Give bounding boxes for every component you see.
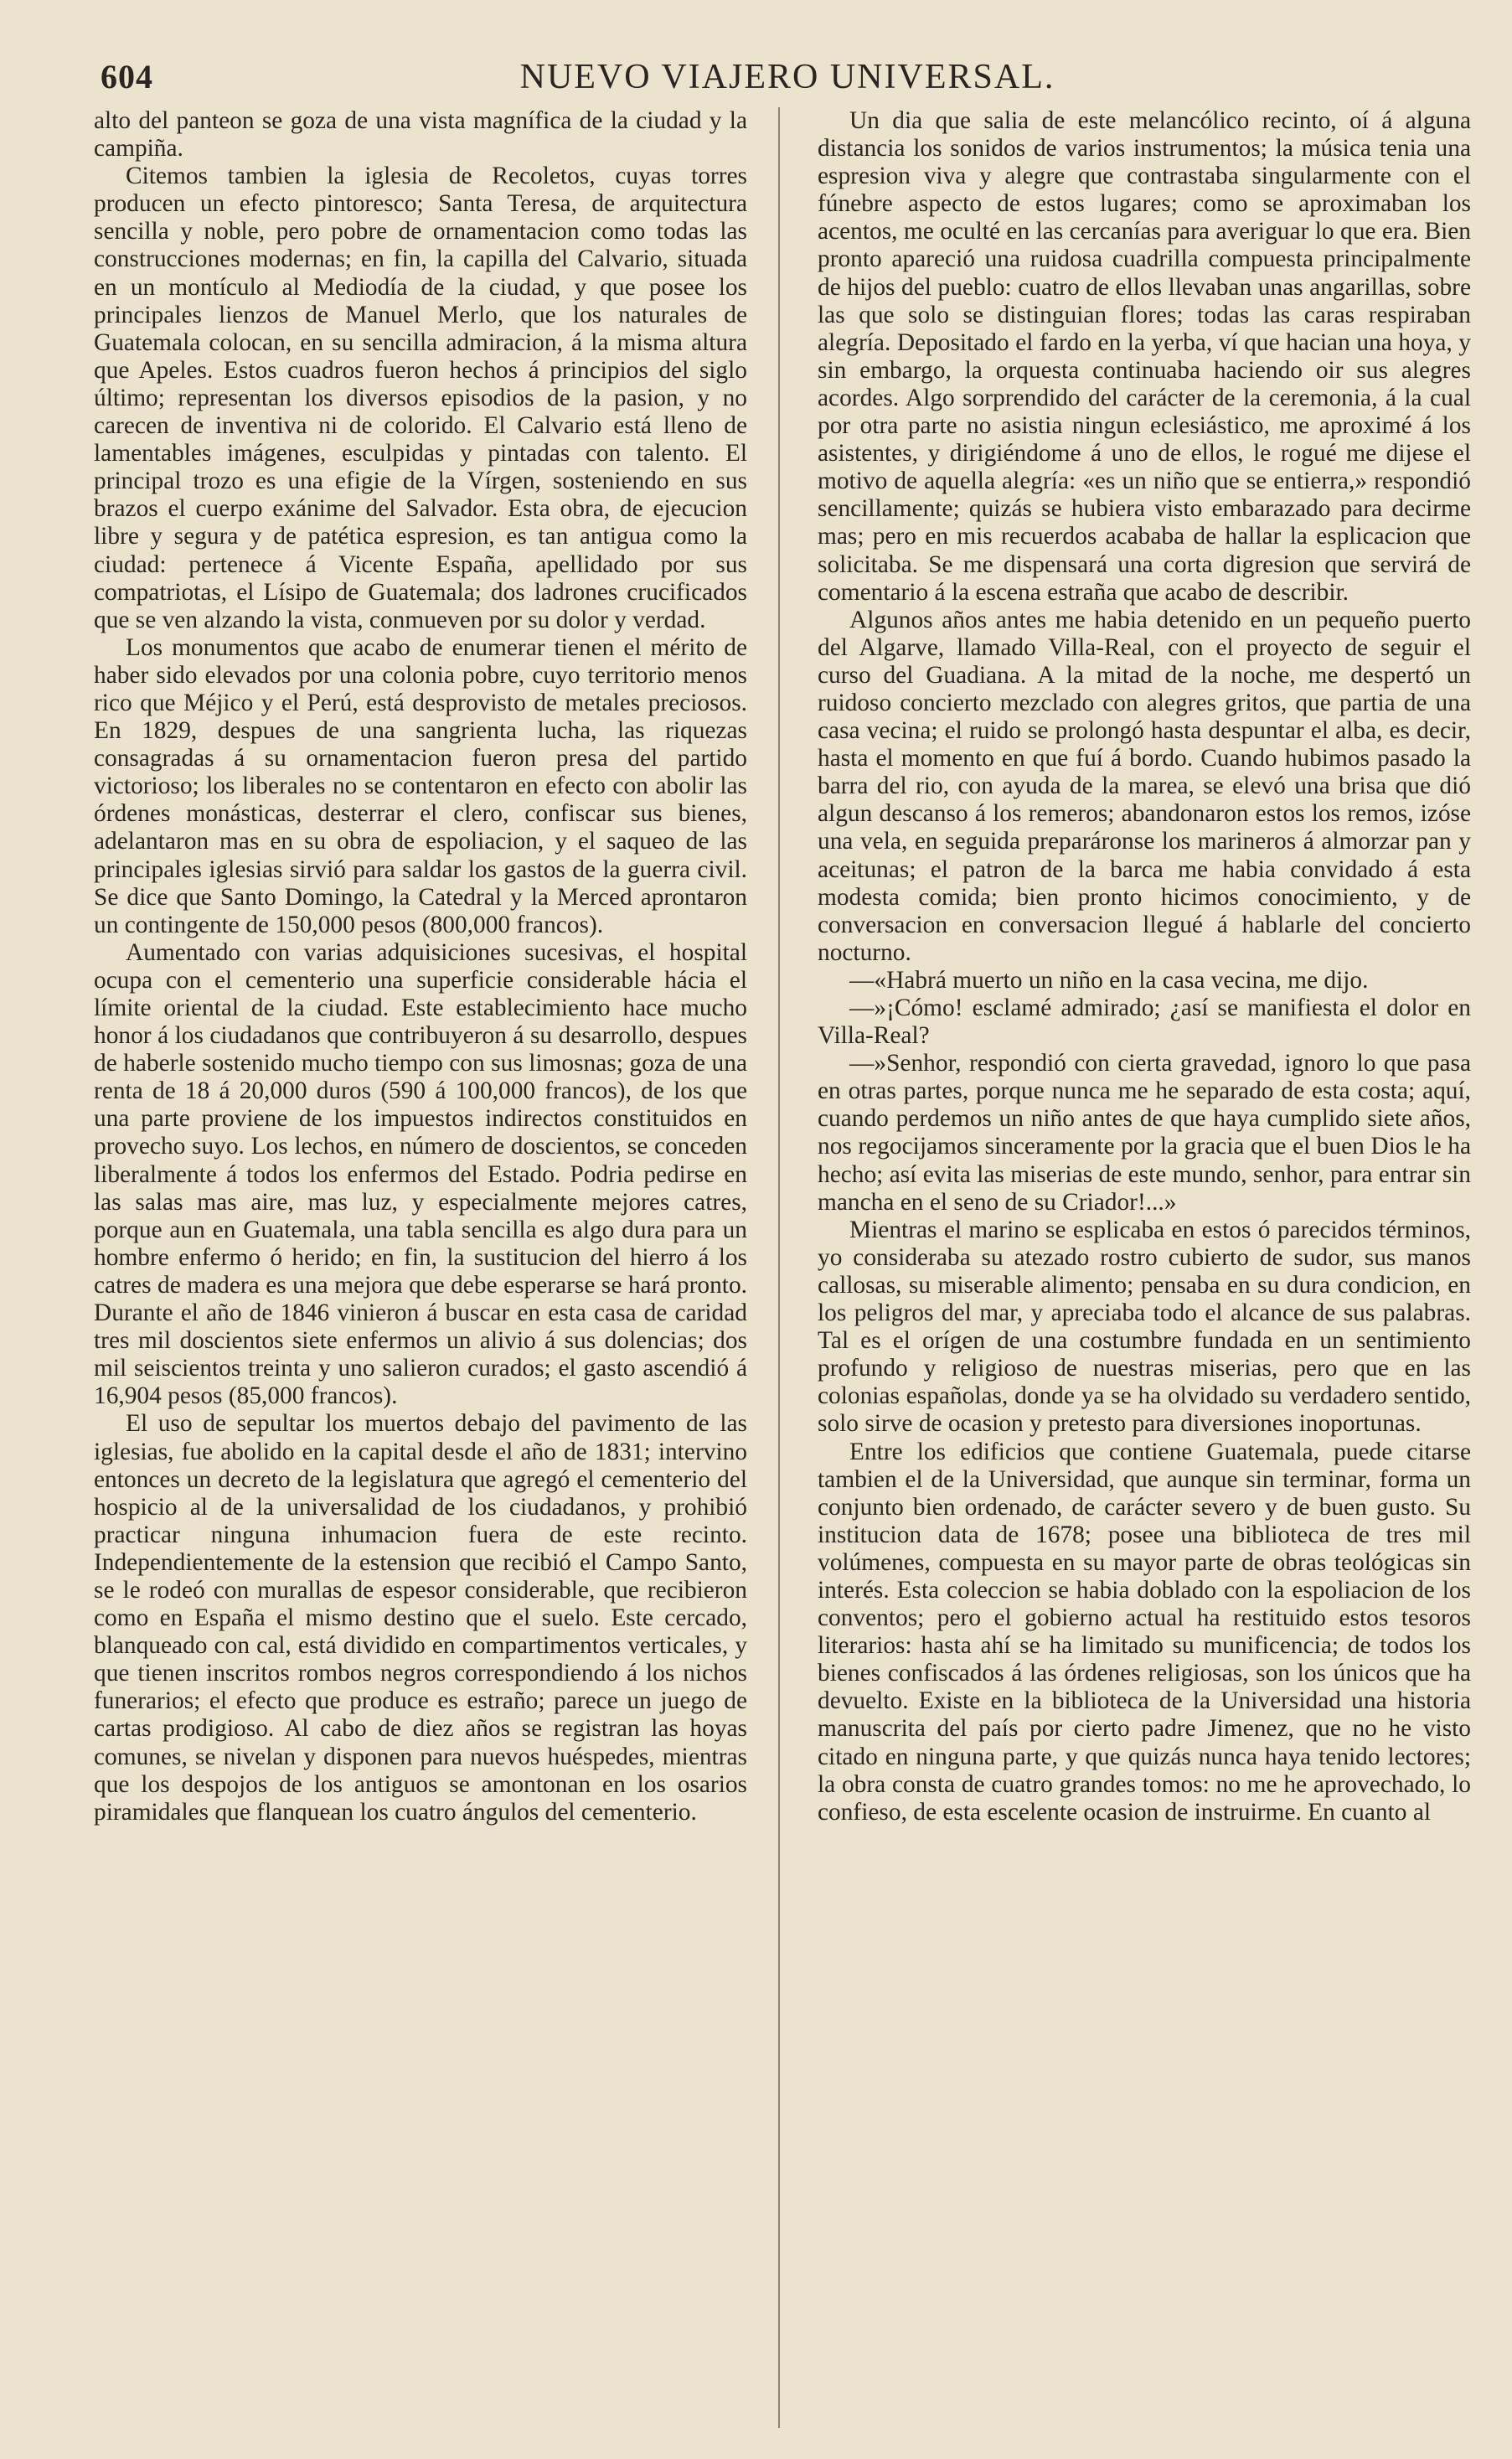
- column-divider: [778, 107, 780, 2428]
- paragraph: alto del panteon se goza de una vista magnífica de la ciudad y la campiña.: [94, 107, 747, 163]
- paragraph: Aumentado con varias adquisiciones sucesivas, el hospital ocupa con el cementerio una superficie considerable hácia el límite oriental de la ciudad. Este establecimiento hace mucho honor á los ciudadanos que contribuyeron á su desarrollo, despues de haberle sostenido mucho tiempo con sus limosnas; goza de una renta de 18 á 20,000 duros (590 á 100,000 francos), de los que una parte proviene de los impuestos indirectos constituidos en provecho suyo. Los lechos, en número de doscientos, se conceden liberalmente á todos los enfermos del Estado. Podria pedirse en las salas mas aire, mas luz, y especialmente mejores catres, porque aun en Guatemala, una tabla sencilla es algo dura para un hombre enfermo ó herido; en fin, la sustitucion del hierro á los catres de madera es una mejora que debe esperarse se hará pronto. Durante el año de 1846 vinieron á buscar en esta casa de caridad tres mil doscientos siete enfermos un alivio á sus dolencias; dos mil seiscientos treinta y uno salieron curados; el gasto ascendió á 16,904 pesos (85,000 francos).: [94, 938, 747, 1410]
- paragraph: Los monumentos que acabo de enumerar tienen el mérito de haber sido elevados por una colonia pobre, cuyo territorio menos rico que Méjico y el Perú, está desprovisto de metales preciosos. En 1829, despues de una sangrienta lucha, las riquezas consagradas á su ornamentacion fueron presa del partido victorioso; los liberales no se contentaron en efecto con abolir las órdenes monásticas, desterrar el clero, confiscar sus bienes, adelantaron mas en su obra de espoliacion, y el saqueo de las principales iglesias sirvió para saldar los gastos de la guerra civil. Se dice que Santo Domingo, la Catedral y la Merced aprontaron un contingente de 150,000 pesos (800,000 francos).: [94, 633, 747, 938]
- running-title: NUEVO VIAJERO UNIVERSAL.: [519, 58, 1055, 96]
- left-column: [94, 107, 747, 2436]
- right-column: [818, 107, 1471, 2436]
- paragraph: Mientras el marino se esplicaba en estos ó parecidos términos, yo consideraba su atezado rostro cubierto de sudor, sus manos callosas, su miserable alimento; pensaba en su dura condicion, en los peligros del mar, y apreciaba todo el alcance de sus palabras. Tal es el orígen de una costumbre fundada en un sentimiento profundo y religioso de nuestras miserias, pero que en las colonias españolas, donde ya se ha olvidado su verdadero sentido, solo sirve de ocasion y pretesto para diversiones inoportunas.: [818, 1216, 1471, 1438]
- paragraph: El uso de sepultar los muertos debajo del pavimento de las iglesias, fue abolido en la capital desde el año de 1831; intervino entonces un decreto de la legislatura que agregó el cementerio del hospicio al de la universalidad de los ciudadanos, y prohibió practicar ninguna inhumacion fuera de este recinto. Independientemente de la estension que recibió el Campo Santo, se le rodeó con murallas de espesor considerable, que recibieron como en España el mismo destino que el suelo. Este cercado, blanqueado con cal, está dividido en compartimentos verticales, y que tienen inscritos rombos negros correspondiendo á los nichos funerarios; el efecto que produce es estraño; parece un juego de cartas prodigioso. Al cabo de diez años se registran las hoyas comunes, se nivelan y disponen para nuevos huéspedes, mientras que los despojos de los antiguos se amontonan en los osarios piramidales que flanquean los cuatro ángulos del cementerio.: [94, 1410, 747, 1826]
- paragraph: Algunos años antes me habia detenido en un pequeño puerto del Algarve, llamado Villa-Real, con el proyecto de seguir el curso del Guadiana. A la mitad de la noche, me despertó un ruidoso concierto mezclado con alegres gritos, que partia de una casa vecina; el ruido se prolongó hasta despuntar el alba, es decir, hasta el momento en que fuí á bordo. Cuando hubimos pasado la barra del rio, con ayuda de la marea, se elevó una brisa que dió algun descanso á los remeros; abandonaron estos los remos, izóse una vela, en seguida preparáronse los marineros á almorzar pan y aceitunas; el patron de la barca me habia convidado á esta modesta comida; bien pronto hicimos conocimiento, y de conversacion en conversacion llegué á hablarle del concierto nocturno.: [818, 606, 1471, 966]
- paragraph: —«Habrá muerto un niño en la casa vecina, me dijo.: [849, 966, 1369, 994]
- paragraph: —»Senhor, respondió con cierta gravedad, ignoro lo que pasa en otras partes, porque nunca me he separado de esta costa; aquí, cuando perdemos un niño antes de que haya cumplido siete años, nos regocijamos sinceramente por la gracia que el buen Dios le ha hecho; así evita las miserias de este mundo, senhor, para entrar sin mancha en el seno de su Criador!...»: [818, 1050, 1471, 1216]
- paragraph: Citemos tambien la iglesia de Recoletos, cuyas torres producen un efecto pintoresco; Santa Teresa, de arquitectura sencilla y noble, pero pobre de ornamentacion como todas las construcciones modernas; en fin, la capilla del Calvario, situada en un montículo al Mediodía de la ciudad, y que posee los principales lienzos de Manuel Merlo, que los naturales de Guatemala colocan, en su sencilla admiracion, á la misma altura que Apeles. Estos cuadros fueron hechos á principios del siglo último; representan los diversos episodios de la pasion, y no carecen de inventiva ni de colorido. El Calvario está lleno de lamentables imágenes, esculpidas y pintadas con talento. El principal trozo es una efigie de la Vírgen, sosteniendo en sus brazos el cuerpo exánime del Salvador. Esta obra, de ejecucion libre y segura y de patética espresion, es tan antigua como la ciudad: pertenece á Vicente España, apellidado por sus compatriotas, el Lísipo de Guatemala; dos ladrones crucificados que se ven alzando la vista, conmueven por su dolor y verdad.: [94, 163, 747, 633]
- page-number: 604: [101, 58, 153, 96]
- paragraph: Un dia que salia de este melancólico recinto, oí á alguna distancia los sonidos de varios instrumentos; la música tenia una espresion viva y alegre que contrastaba singularmente con el fúnebre aspecto de estos lugares; como se aproximaban los acentos, me oculté en las cercanías para averiguar lo que era. Bien pronto apareció una ruidosa cuadrilla compuesta principalmente de hijos del pueblo: cuatro de ellos llevaban unas angarillas, sobre las que solo se distinguian flores; todas las caras respiraban alegría. Depositado el fardo en la yerba, ví que hacian una hoya, y sin embargo, la orquesta continuaba haciendo oir sus alegres acordes. Algo sorprendido del carácter de la ceremonia, á la cual por otra parte no asistia ningun eclesiástico, me aproximé á los asistentes, y dirigiéndome á uno de ellos, le rogué me dijese el motivo de aquella alegría: «es un niño que se entierra,» respondió sencillamente; quizás se hubiera visto embarazado para decirme mas; pero en mis recuerdos acababa de hallar la esplicacion que solicitaba. Se me dispensará una corta digresion que servirá de comentario á la escena estraña que acabo de describir.: [818, 107, 1471, 606]
- paragraph: —»¡Cómo! esclamé admirado; ¿así se manifiesta el dolor en Villa-Real?: [818, 994, 1471, 1050]
- paragraph: Entre los edificios que contiene Guatemala, puede citarse tambien el de la Universidad, que aunque sin terminar, forma un conjunto bien ordenado, de carácter severo y de buen gusto. Su institucion data de 1678; posee una biblioteca de tres mil volúmenes, compuesta en su mayor parte de obras teológicas sin interés. Esta coleccion se habia doblado con la espoliacion de los conventos; pero el gobierno actual ha restituido estos tesoros literarios: hasta ahí se ha limitado su munificencia; de todos los bienes confiscados á las órdenes religiosas, son los únicos que ha devuelto. Existe en la biblioteca de la Universidad una historia manuscrita del país por cierto padre Jimenez, que no he visto citado en ninguna parte, y que quizás nunca haya tenido lectores; la obra consta de cuatro grandes tomos: no me he aprovechado, lo confieso, de esta escelente ocasion de instruirme. En cuanto al: [818, 1438, 1471, 1826]
- page-header: [101, 57, 1474, 99]
